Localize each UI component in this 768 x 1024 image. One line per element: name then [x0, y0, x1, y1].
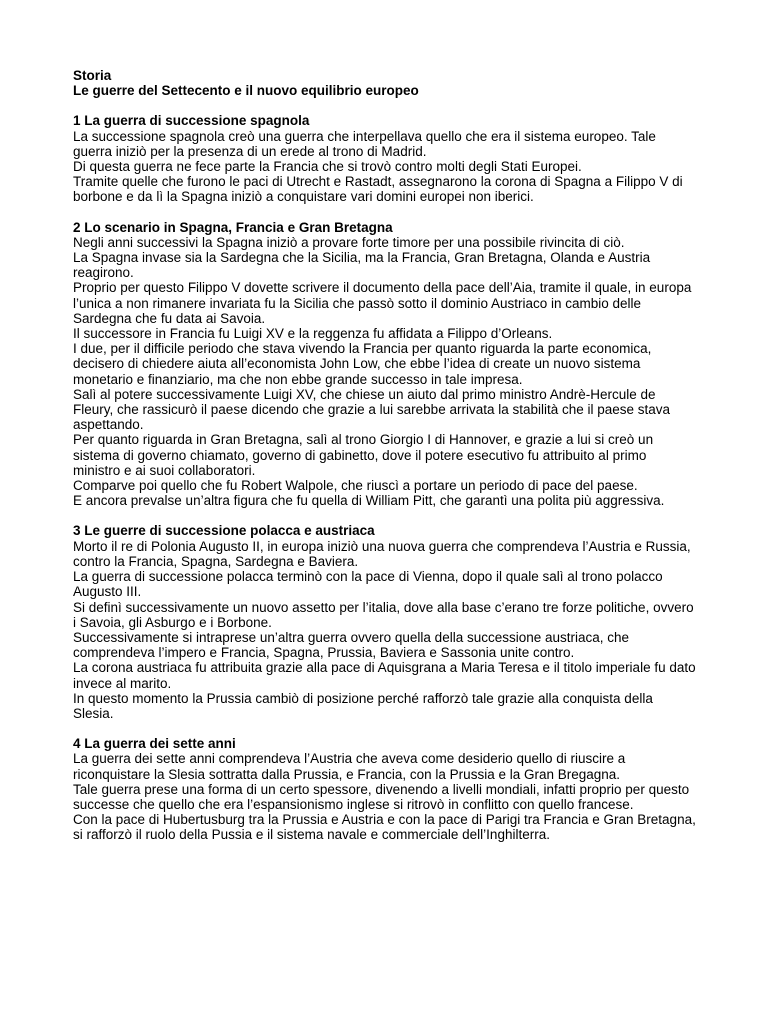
paragraph: E ancora prevalse un’altra figura che fu quella di William Pitt, che garantì una polita più aggressiva.	[73, 493, 665, 509]
subject-heading: Storia	[73, 68, 112, 83]
paragraph: La guerra dei sette anni comprendeva l’Austria che aveva come desiderio quello di riuscire a riconquistare la Slesia sottratta dalla Prussia, e Francia, con la Prussia e la Gran Bregagna.	[73, 751, 626, 782]
paragraph: La guerra di successione polacca terminò con la pace di Vienna, dopo il quale salì al trono polacco Augusto III.	[73, 569, 663, 600]
section-heading: 2 Lo scenario in Spagna, Francia e Gran Bretagna	[73, 219, 393, 235]
section-1	[73, 113, 703, 204]
section-2	[73, 220, 703, 509]
paragraph: I due, per il difficile periodo che stava vivendo la Francia per quanto riguarda la parte economica, decisero di chiedere aiuta all’economista John Low, che ebbe l’idea di create un nuovo sistema monetario e finanziario, ma che non ebbe grande successo in tale impresa.	[73, 341, 652, 387]
paragraph: Proprio per questo Filippo V dovette scrivere il documento della pace dell’Aia, tramite il quale, in europa l’unica a non rimanere invariata fu la Sicilia che passò sotto il dominio Austriaco in cambio delle Sardegna che fu data ai Savoia.	[73, 280, 692, 326]
paragraph: Negli anni successivi la Spagna iniziò a provare forte timore per una possibile rivincita di ciò.	[73, 234, 625, 250]
section-4	[73, 736, 703, 842]
paragraph: Di questa guerra ne fece parte la Francia che si trovò contro molti degli Stati Europei.	[73, 159, 582, 175]
section-heading: 1 La guerra di successione spagnola	[73, 113, 310, 129]
paragraph: Successivamente si intraprese un’altra guerra ovvero quella della successione austriaca, che comprendeva l’impero e Francia, Spagna, Prussia, Baviera e Sassonia unite contro.	[73, 629, 630, 661]
document-page	[73, 68, 703, 858]
paragraph: La Spagna invase sia la Sardegna che la Sicilia, ma la Francia, Gran Bretagna, Olanda e Austria reagirono.	[73, 250, 651, 281]
paragraph: La successione spagnola creò una guerra che interpellava quello che era il sistema europeo. Tale guerra iniziò per la presenza di un erede al trono di Madrid.	[73, 128, 656, 159]
section-heading: 4 La guerra dei sette anni	[73, 736, 236, 752]
paragraph: Il successore in Francia fu Luigi XV e la reggenza fu affidata a Filippo d’Orleans.	[73, 326, 553, 342]
document-title: Le guerre del Settecento e il nuovo equilibrio europeo	[73, 83, 419, 99]
paragraph: Con la pace di Hubertusburg tra la Prussia e Austria e con la pace di Parigi tra Francia e Gran Bretagna, si rafforzò il ruolo della Pussia e il sistema navale e commerciale dell’Inghilterra.	[73, 812, 696, 843]
section-heading: 3 Le guerre di successione polacca e austriaca	[73, 523, 375, 539]
paragraph: Morto il re di Polonia Augusto II, in europa iniziò una nuova guerra che comprendeva l’Austria e Russia, contro la Francia, Spagna, Sardegna e Baviera.	[73, 538, 691, 569]
paragraph: Comparve poi quello che fu Robert Walpole, che riuscì a portare un periodo di pace del paese.	[73, 478, 638, 494]
section-3	[73, 523, 703, 721]
paragraph: La corona austriaca fu attribuita grazie alla pace di Aquisgrana a Maria Teresa e il titolo imperiale fu dato invece al marito.	[73, 660, 696, 691]
paragraph: Tramite quelle che furono le paci di Utrecht e Rastadt, assegnarono la corona di Spagna a Filippo V di borbone e da lì la Spagna iniziò a conquistare vari domini europei non iberici.	[73, 174, 683, 205]
paragraph: Tale guerra prese una forma di un certo spessore, divenendo a livelli mondiali, infatti proprio per questo successe che quello che era l’espansionismo inglese si ritrovò in conflitto con quello francese.	[73, 781, 690, 812]
document-header	[73, 68, 703, 98]
paragraph: In questo momento la Prussia cambiò di posizione perché rafforzò tale grazie alla conquista della Slesia.	[73, 690, 653, 721]
paragraph: Si definì successivamente un nuovo assetto per l’italia, dove alla base c’erano tre forze politiche, ovvero i Savoia, gli Asburgo e i Borbone.	[73, 599, 694, 630]
paragraph: Salì al potere successivamente Luigi XV, che chiese un aiuto dal primo ministro Andrè-Hercule de Fleury, che rassicurò il paese dicendo che grazie a lui sarebbe arrivata la stabilità che il paese stava aspettando.	[73, 386, 671, 433]
paragraph: Per quanto riguarda in Gran Bretagna, salì al trono Giorgio I di Hannover, e grazie a lui si creò un sistema di governo chiamato, governo di gabinetto, dove il potere esecutivo fu attribuito al primo ministro e ai suoi collaboratori.	[73, 432, 654, 478]
